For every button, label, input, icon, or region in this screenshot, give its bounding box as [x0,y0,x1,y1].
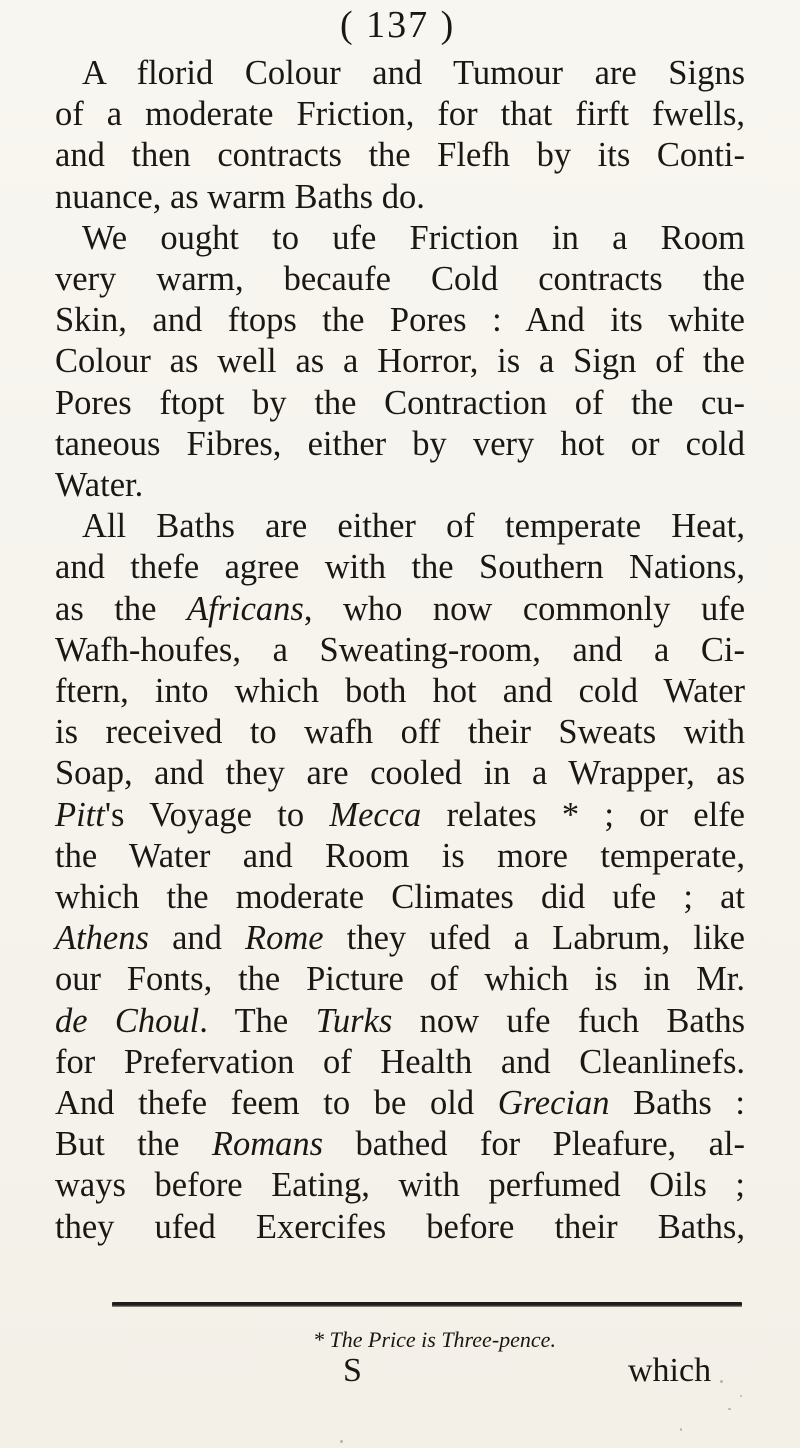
italic-text-segment: Athens [55,919,149,958]
text-segment: our Fonts, the Picture of which is in Mr. [55,960,745,999]
italic-text-segment: Mecca [329,795,422,834]
text-segment: Water. [55,466,144,504]
text-segment: Baths : [609,1084,745,1122]
paper-speck [720,1380,723,1383]
italic-text-segment: Turks [315,1001,393,1040]
text-line [55,796,745,834]
text-segment: Skin, and ftops the Pores : And its white [55,301,745,340]
text-line [55,590,745,628]
text-line [82,219,745,257]
text-line [55,136,745,174]
text-line [55,425,745,463]
signature-mark: S [343,1352,362,1389]
italic-text-segment: Africans [186,589,304,628]
text-line [55,466,143,504]
text-line [55,1166,745,1204]
text-segment: and thefe agree with the Southern Nations, [55,548,745,587]
text-line [55,1043,745,1081]
text-segment: . The [199,1001,316,1040]
text-line [55,919,745,957]
text-segment: which the moderate Climates did ufe ; at [55,878,745,916]
text-segment: very warm, becaufe Cold contracts the [55,260,745,298]
paper-speck [680,1428,682,1431]
text-segment: 's Voyage to [104,795,330,834]
text-segment: of a moderate Friction, for that firft fwells, [55,95,745,134]
text-line [55,342,745,380]
paper-speck [740,1395,742,1397]
text-line [55,878,745,916]
page-number: ( 137 ) [340,4,456,46]
text-segment: and then contracts the Flefh by its Conti- [55,136,745,175]
text-segment: ways before Eating, with perfumed Oils ; [55,1166,745,1205]
text-segment: they ufed a Labrum, like [323,919,745,958]
text-segment: All Baths are either of temperate Heat, [82,507,745,546]
italic-text-segment: Rome [245,919,324,958]
text-line [55,260,745,298]
text-line [55,1125,745,1163]
text-line [82,54,745,92]
text-segment: now ufe fuch Baths [392,1001,745,1040]
text-segment: , who now commonly ufe [303,589,746,628]
text-segment: taneous Fibres, either by very hot or cold [55,424,745,463]
italic-text-segment: Grecian [497,1084,610,1122]
text-line [55,1208,745,1246]
text-segment: Colour as well as a Horror, is a Sign of the [55,342,745,381]
text-segment: for Prefervation of Health and Cleanlinefs. [55,1042,745,1081]
text-line [82,507,745,545]
text-line [55,384,745,422]
text-segment: And thefe feem to be old [55,1084,498,1122]
text-segment: nuance, as warm Baths do. [55,177,425,216]
text-line [55,178,425,216]
footnote-rule-shadow [112,1305,742,1307]
text-line [55,1084,745,1122]
italic-text-segment: Pitt [55,795,105,834]
paper-speck [340,1440,343,1443]
text-segment: as the [55,589,187,628]
text-segment: bathed for Pleafure, al- [323,1125,745,1164]
text-line [55,301,745,339]
footnote: * The Price is Three-pence. [313,1327,556,1352]
text-line [55,754,745,792]
text-segment: We ought to ufe Friction in a Room [82,218,745,257]
text-segment: But the [55,1125,212,1164]
paper-speck [728,1408,731,1410]
text-segment: Pores ftopt by the Contraction of the cu- [55,383,745,422]
text-line [55,95,745,133]
text-segment: they ufed Exercifes before their Baths, [55,1207,745,1246]
catchword: which [628,1352,712,1389]
text-segment: is received to wafh off their Sweats with [55,713,745,752]
italic-text-segment: de Choul [55,1001,200,1040]
text-line [55,672,745,710]
text-segment: the Water and Room is more temperate, [55,836,745,875]
text-segment: Soap, and they are cooled in a Wrapper, as [55,754,745,793]
text-segment: relates * ; or elfe [421,795,745,834]
text-line [55,631,745,669]
text-line [55,837,745,875]
text-segment: and [148,919,246,958]
text-line [55,960,745,998]
italic-text-segment: Romans [211,1125,324,1164]
text-line [55,713,745,751]
text-segment: A florid Colour and Tumour are Signs [82,54,745,92]
text-line [55,548,745,586]
text-line [55,1002,745,1040]
text-segment: Wafh-houfes, a Sweating-room, and a Ci- [55,630,745,669]
text-segment: ftern, into which both hot and cold Water [55,672,745,710]
